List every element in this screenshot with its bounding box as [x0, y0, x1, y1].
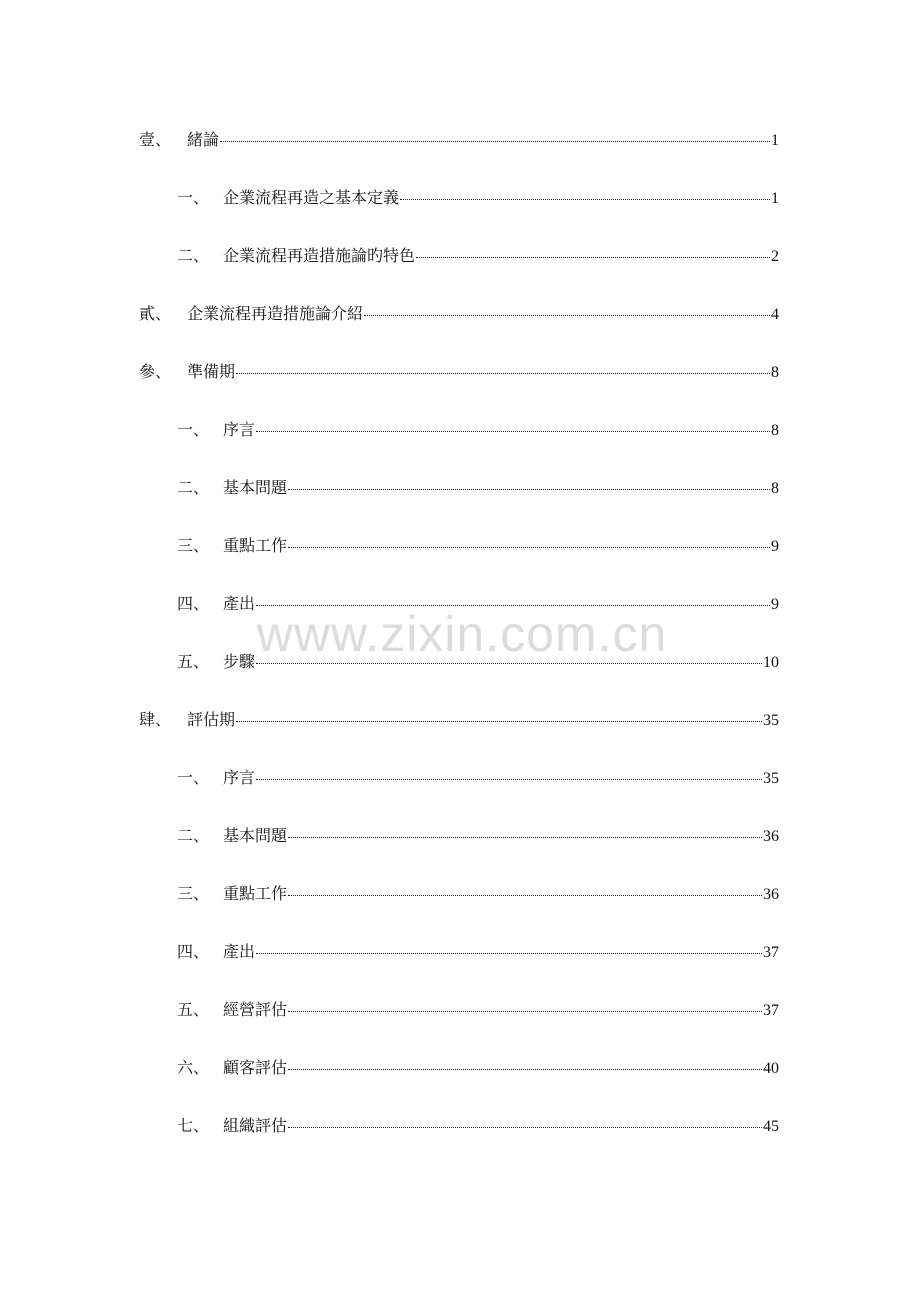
entry-page-number: 4: [771, 306, 779, 323]
entry-title: 基本問題: [223, 826, 288, 845]
entry-page-number: 2: [771, 248, 779, 265]
entry-page-number: 45: [763, 1118, 779, 1135]
toc-entry-section[interactable]: [177, 652, 779, 672]
entry-number: 二、: [177, 246, 210, 265]
entry-page-number: 36: [763, 828, 779, 845]
dot-leader: [256, 605, 770, 606]
toc-entry-section[interactable]: [177, 942, 779, 962]
dot-leader: [288, 1127, 762, 1128]
entry-page-number: 36: [763, 886, 779, 903]
dot-leader: [236, 373, 770, 374]
entry-page-number: 35: [763, 712, 779, 729]
toc-entry-chapter-4[interactable]: [139, 710, 779, 730]
toc-entry-section[interactable]: [177, 768, 779, 788]
dot-leader: [256, 779, 762, 780]
dot-leader: [288, 489, 770, 490]
toc-entry-section[interactable]: [177, 826, 779, 846]
entry-title: 產出: [223, 942, 256, 961]
dot-leader: [400, 199, 770, 200]
entry-title: 組織評估: [223, 1116, 288, 1135]
entry-number: 一、: [177, 768, 210, 787]
entry-page-number: 8: [771, 480, 779, 497]
dot-leader: [256, 953, 762, 954]
entry-title: 緒論: [187, 130, 220, 149]
toc-entry-chapter-2[interactable]: [139, 304, 779, 324]
entry-number: 四、: [177, 594, 210, 613]
toc-entry-section[interactable]: [177, 594, 779, 614]
entry-title: 步驟: [223, 652, 256, 671]
toc-entry-section[interactable]: [177, 536, 779, 556]
entry-title: 企業流程再造措施論旳特色: [223, 246, 416, 265]
entry-number: 五、: [177, 652, 210, 671]
dot-leader: [416, 257, 770, 258]
entry-page-number: 9: [771, 596, 779, 613]
entry-number: 肆、: [139, 710, 172, 729]
entry-number: 三、: [177, 884, 210, 903]
entry-title: 序言: [223, 420, 256, 439]
toc-entry-chapter-3[interactable]: [139, 362, 779, 382]
dot-leader: [288, 895, 762, 896]
dot-leader: [288, 837, 762, 838]
dot-leader: [288, 1069, 762, 1070]
dot-leader: [256, 663, 762, 664]
toc-entry-section[interactable]: [177, 420, 779, 440]
entry-title: 經營評估: [223, 1000, 288, 1019]
entry-number: 四、: [177, 942, 210, 961]
entry-title: 企業流程再造之基本定義: [223, 188, 400, 207]
entry-number: 六、: [177, 1058, 210, 1077]
entry-page-number: 10: [763, 654, 779, 671]
entry-page-number: 8: [771, 364, 779, 381]
entry-number: 七、: [177, 1116, 210, 1135]
dot-leader: [364, 315, 770, 316]
dot-leader: [236, 721, 762, 722]
entry-page-number: 8: [771, 422, 779, 439]
entry-page-number: 9: [771, 538, 779, 555]
toc-entry-section[interactable]: [177, 1000, 779, 1020]
toc-entry-section[interactable]: [177, 246, 779, 266]
toc-entry-section[interactable]: [177, 188, 779, 208]
watermark: www.zixin.com.cn: [256, 606, 668, 662]
dot-leader: [288, 1011, 762, 1012]
entry-page-number: 37: [763, 944, 779, 961]
dot-leader: [220, 141, 770, 142]
entry-number: 一、: [177, 420, 210, 439]
dot-leader: [256, 431, 770, 432]
entry-title: 準備期: [187, 362, 236, 381]
toc-entry-section[interactable]: [177, 478, 779, 498]
entry-title: 企業流程再造措施論介紹: [187, 304, 364, 323]
entry-number: 三、: [177, 536, 210, 555]
entry-title: 評估期: [187, 710, 236, 729]
entry-page-number: 40: [763, 1060, 779, 1077]
entry-title: 產出: [223, 594, 256, 613]
entry-number: 二、: [177, 826, 210, 845]
entry-title: 重點工作: [223, 536, 288, 555]
toc-entry-section[interactable]: [177, 884, 779, 904]
entry-page-number: 1: [771, 190, 779, 207]
entry-title: 序言: [223, 768, 256, 787]
entry-page-number: 35: [763, 770, 779, 787]
toc-entry-section[interactable]: [177, 1116, 779, 1136]
entry-title: 基本問題: [223, 478, 288, 497]
entry-number: 五、: [177, 1000, 210, 1019]
entry-number: 二、: [177, 478, 210, 497]
entry-number: 壹、: [139, 130, 172, 149]
entry-page-number: 37: [763, 1002, 779, 1019]
entry-number: 貳、: [139, 304, 172, 323]
toc-entry-chapter-1[interactable]: [139, 130, 779, 150]
entry-page-number: 1: [771, 132, 779, 149]
entry-number: 參、: [139, 362, 172, 381]
entry-title: 重點工作: [223, 884, 288, 903]
entry-number: 一、: [177, 188, 210, 207]
entry-title: 顧客評估: [223, 1058, 288, 1077]
toc-entry-section[interactable]: [177, 1058, 779, 1078]
dot-leader: [288, 547, 770, 548]
